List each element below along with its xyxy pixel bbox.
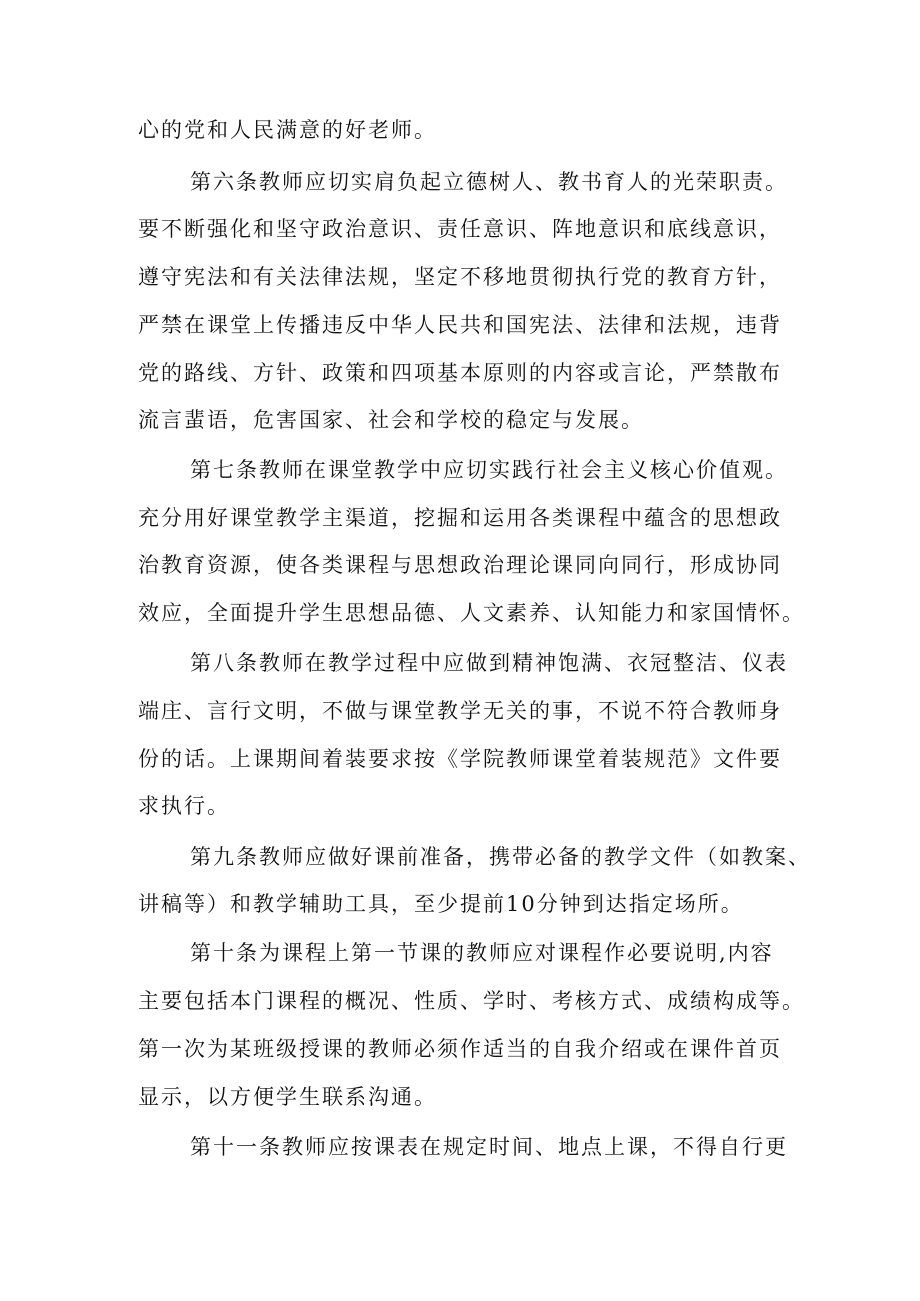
text-line: 心的党和人民满意的好老师。 (138, 118, 437, 142)
text-line: 端庄、言行文明，不做与课堂教学无关的事，不说不符合教师身 (138, 699, 782, 723)
text-line: 效应，全面提升学生思想品德、人文素养、认知能力和家国情怀。 (138, 601, 805, 625)
article-7-heading-line: 第七条教师在课堂教学中应切实践行社会主义核心价值观。 (190, 458, 788, 482)
text-line: 讲稿等）和教学辅助工具，至少提前10分钟到达指定场所。 (138, 892, 744, 916)
article-6-heading-line: 第六条教师应切实肩负起立德树人、教书育人的光荣职责。 (190, 170, 788, 194)
text-line: 党的路线、方针、政策和四项基本原则的内容或言论，严禁散布 (138, 361, 782, 385)
article-8-heading-line: 第八条教师在教学过程中应做到精神饱满、衣冠整洁、仪表 (190, 651, 788, 675)
text-line: 显示，以方便学生联系沟通。 (138, 1085, 437, 1109)
text-line: 严禁在课堂上传播违反中华人民共和国宪法、法律和法规，违背 (138, 313, 782, 337)
text-line: 要不断强化和坚守政治意识、责任意识、阵地意识和底线意识， (138, 217, 782, 241)
text-line: 份的话。上课期间着装要求按《学院教师课堂着装规范》文件要 (138, 747, 782, 771)
article-11-heading-line: 第十一条教师应按课表在规定时间、地点上课，不得自行更 (190, 1135, 788, 1159)
text-line: 遵守宪法和有关法律法规，坚定不移地贯彻执行党的教育方针， (138, 265, 782, 289)
text-line: 治教育资源，使各类课程与思想政治理论课同向同行，形成协同 (138, 553, 782, 577)
text-line: 求执行。 (138, 794, 230, 818)
article-9-heading-line: 第九条教师应做好课前准备，携带必备的教学文件（如教案、 (190, 845, 811, 869)
text-line: 充分用好课堂教学主渠道，挖掘和运用各类课程中蕴含的思想政 (138, 506, 782, 530)
text-line: 第一次为某班级授课的教师必须作适当的自我介绍或在课件首页 (138, 1037, 782, 1061)
text-line: 流言蜚语，危害国家、社会和学校的稳定与发展。 (138, 408, 644, 432)
article-10-heading-line: 第十条为课程上第一节课的教师应对课程作必要说明,内容 (190, 941, 774, 965)
text-line: 主要包括本门课程的概况、性质、学时、考核方式、成绩构成等。 (138, 989, 805, 1013)
